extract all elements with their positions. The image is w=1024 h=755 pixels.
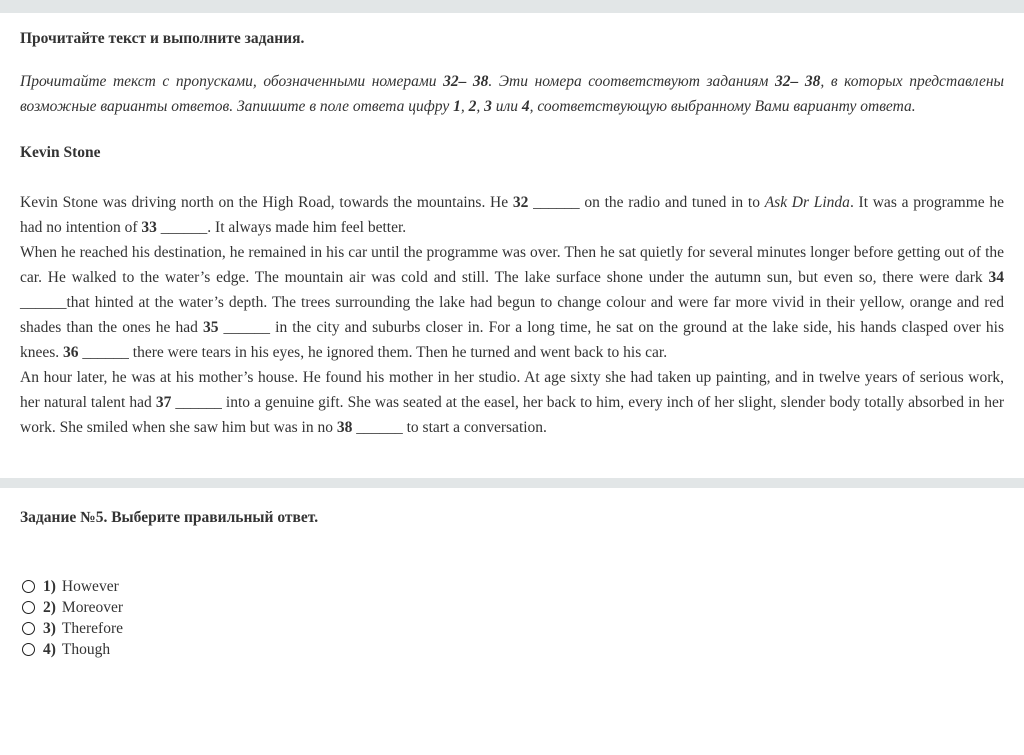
- reading-instruction-text: Прочитайте текст с пропусками, обозначенными номерами 32– 38. Эти номера соответствуют заданиям 32– 38, в которых представлены возможные варианты ответов. Запишите в поле ответа цифру 1, 2, 3 или 4, соответствующую выбранному Вами варианту ответа.: [20, 73, 1005, 115]
- option-label: Though: [61, 640, 111, 658]
- passage-title: Kevin Stone: [20, 144, 101, 161]
- top-divider-bar: [0, 0, 1024, 13]
- option-label: Moreover: [61, 598, 124, 616]
- section-divider: [0, 478, 1024, 488]
- answer-option-2[interactable]: [22, 597, 1004, 618]
- option-number: 2): [43, 598, 56, 616]
- answer-options: [20, 576, 1004, 660]
- passage-paragraph: Kevin Stone was driving north on the High Road, towards the mountains. He 32 ______ on the radio and tuned in to Ask Dr Linda. It was a programme he had no intention of 33 ______. It always made him feel better.: [20, 194, 1004, 236]
- radio-button-icon[interactable]: [22, 580, 35, 593]
- reading-section-title: Прочитайте текст и выполните задания.: [20, 30, 305, 47]
- task-section: [0, 488, 1024, 660]
- passage-text: [20, 190, 1004, 440]
- radio-button-icon[interactable]: [22, 622, 35, 635]
- radio-button-icon[interactable]: [22, 643, 35, 656]
- answer-option-3[interactable]: [22, 618, 1004, 639]
- passage-paragraph: An hour later, he was at his mother’s house. He found his mother in her studio. At age sixty she had taken up painting, and in twelve years of serious work, her natural talent had 37 ______ into a genuine gift. She was seated at the easel, her back to him, every inch of her slight, slender body totally absorbed in her work. She smiled when she saw him but was in no 38 ______ to start a conversation.: [20, 369, 1004, 436]
- passage-paragraph: When he reached his destination, he remained in his car until the programme was over. Then he sat quietly for several minutes longer before getting out of the car. He walked to the water’s edge. The mountain air was cold and still. The lake surface shone under the autumn sun, but even so, there were dark 34 ______that hinted at the water’s depth. The trees surrounding the lake had begun to change colour and were far more vivid in their yellow, orange and red shades than the ones he had 35 ______ in the city and suburbs closer in. For a long time, he sat on the ground at the lake side, his hands clasped over his knees. 36 ______ there were tears in his eyes, he ignored them. Then he turned and went back to his car.: [20, 244, 1004, 361]
- option-number: 1): [43, 577, 56, 595]
- reading-section: [0, 13, 1024, 440]
- option-number: 3): [43, 619, 56, 637]
- option-number: 4): [43, 640, 56, 658]
- option-label: However: [61, 577, 119, 595]
- answer-option-1[interactable]: [22, 576, 1004, 597]
- task-title: Задание №5. Выберите правильный ответ.: [20, 509, 319, 526]
- answer-option-4[interactable]: [22, 639, 1004, 660]
- radio-button-icon[interactable]: [22, 601, 35, 614]
- option-label: Therefore: [61, 619, 124, 637]
